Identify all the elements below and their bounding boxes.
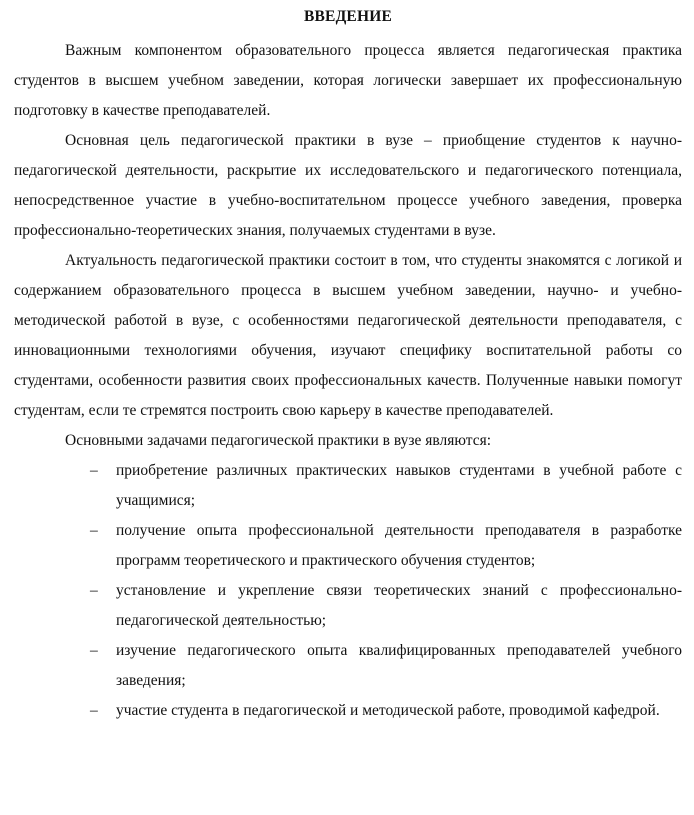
tasks-list bbox=[14, 456, 682, 726]
list-item bbox=[14, 456, 682, 516]
list-item bbox=[14, 576, 682, 636]
list-item-text: получение опыта профессиональной деятельности преподавателя в разработке программ теоретического и практического обучения студентов; bbox=[116, 522, 682, 569]
paragraph-goal: Основная цель педагогической практики в вузе – приобщение студентов к научно-педагогической деятельности, раскрытие их исследовательского и педагогического потенциала, непосредственное участие в учебно-воспитательном процессе учебного заведения, проверка профессионально-теоретических знания, получаемых студентами в вузе. bbox=[14, 132, 682, 239]
paragraph-relevance: Актуальность педагогической практики состоит в том, что студенты знакомятся с логикой и содержанием образовательного процесса в высшем учебном заведении, научно- и учебно-методической работой в вузе, с особенностями педагогической деятельности преподавателя, с инновационными технологиями обучения, изучают специфику воспитательной работы со студентами, особенности развития своих профессиональных качеств. Полученные навыки помогут студентам, если те стремятся построить свою карьеру в качестве преподавателей. bbox=[14, 252, 682, 419]
list-dash-marker: – bbox=[90, 642, 98, 659]
list-dash-marker: – bbox=[90, 702, 98, 719]
paragraph-intro: Важным компонентом образовательного процесса является педагогическая практика студентов в высшем учебном заведении, которая логически завершает их профессиональную подготовку в качестве преподавателей. bbox=[14, 42, 682, 119]
list-dash-marker: – bbox=[90, 582, 98, 599]
list-item-text: приобретение различных практических навыков студентами в учебной работе с учащимися; bbox=[116, 462, 682, 509]
paragraph-tasks-lead: Основными задачами педагогической практики в вузе являются: bbox=[65, 432, 492, 449]
list-dash-marker: – bbox=[90, 522, 98, 539]
document-title: ВВЕДЕНИЕ bbox=[303, 8, 393, 25]
list-dash-marker: – bbox=[90, 462, 98, 479]
list-item-text: изучение педагогического опыта квалифицированных преподавателей учебного заведения; bbox=[116, 642, 682, 689]
list-item-text: участие студента в педагогической и методической работе, проводимой кафедрой. bbox=[116, 702, 660, 719]
document-page bbox=[14, 4, 682, 726]
list-item bbox=[14, 636, 682, 696]
list-item bbox=[14, 516, 682, 576]
list-item-text: установление и укрепление связи теоретических знаний с профессионально-педагогической деятельностью; bbox=[116, 582, 682, 629]
list-item bbox=[14, 696, 682, 726]
